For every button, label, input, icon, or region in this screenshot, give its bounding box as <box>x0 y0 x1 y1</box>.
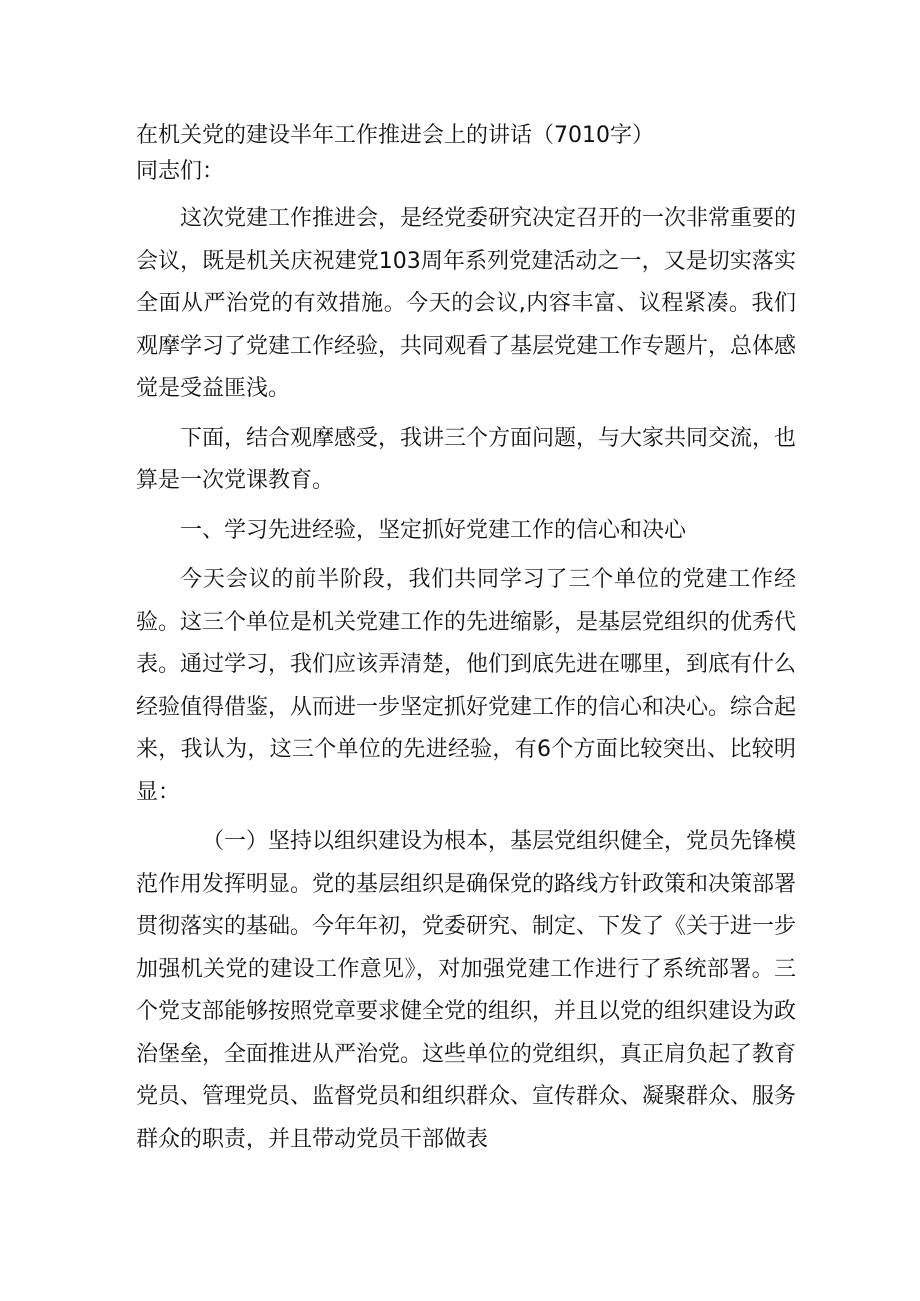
paragraph-section-1: 今天会议的前半阶段，我们共同学习了三个单位的党建工作经验。这三个单位是机关党建工作的先进缩影，是基层党组织的优秀代表。通过学习，我们应该弄清楚，他们到底先进在哪里，到底有什么经验值得借鉴，从而进一步坚定抓好党建工作的信心和决心。综合起来，我认为，这三个单位的先进经验，有6个方面比较突出、比较明显： <box>136 567 797 805</box>
paragraph-subsection-1: （一）坚持以组织建设为根本，基层党组织健全，党员先锋模范作用发挥明显。党的基层组织是确保党的路线方针政策和决策部署贯彻落实的基础。今年年初，党委研究、制定、下发了《关于进一步加强机关党的建设工作意见》，对加强党建工作进行了系统部署。三个党支部能够按照党章要求健全党的组织，并且以党的组织建设为政治堡垒，全面推进从严治党。这些单位的党组织，真正肩负起了教育党员、管理党员、监督党员和组织群众、宣传群众、凝聚群众、服务群众的职责，并且带动党员干部做表 <box>136 829 797 1152</box>
document-body <box>136 118 796 1168</box>
document-title: 在机关党的建设半年工作推进会上的讲话（7010字） <box>136 123 654 148</box>
paragraph-opening: 这次党建工作推进会，是经党委研究决定召开的一次非常重要的会议，既是机关庆祝建党103周年系列党建活动之一，又是切实落实全面从严治党的有效措施。今天的会议,内容丰富、议程紧凑。我们观摩学习了党建工作经验，共同观看了基层党建工作专题片，总体感觉是受益匪浅。 <box>136 206 797 401</box>
paragraph-intro: 下面，结合观摩感受，我讲三个方面问题，与大家共同交流，也算是一次党课教育。 <box>136 425 797 493</box>
section-heading-1: 一、学习先进经验，坚定抓好党建工作的信心和决心 <box>180 517 687 543</box>
salutation: 同志们： <box>136 159 225 184</box>
